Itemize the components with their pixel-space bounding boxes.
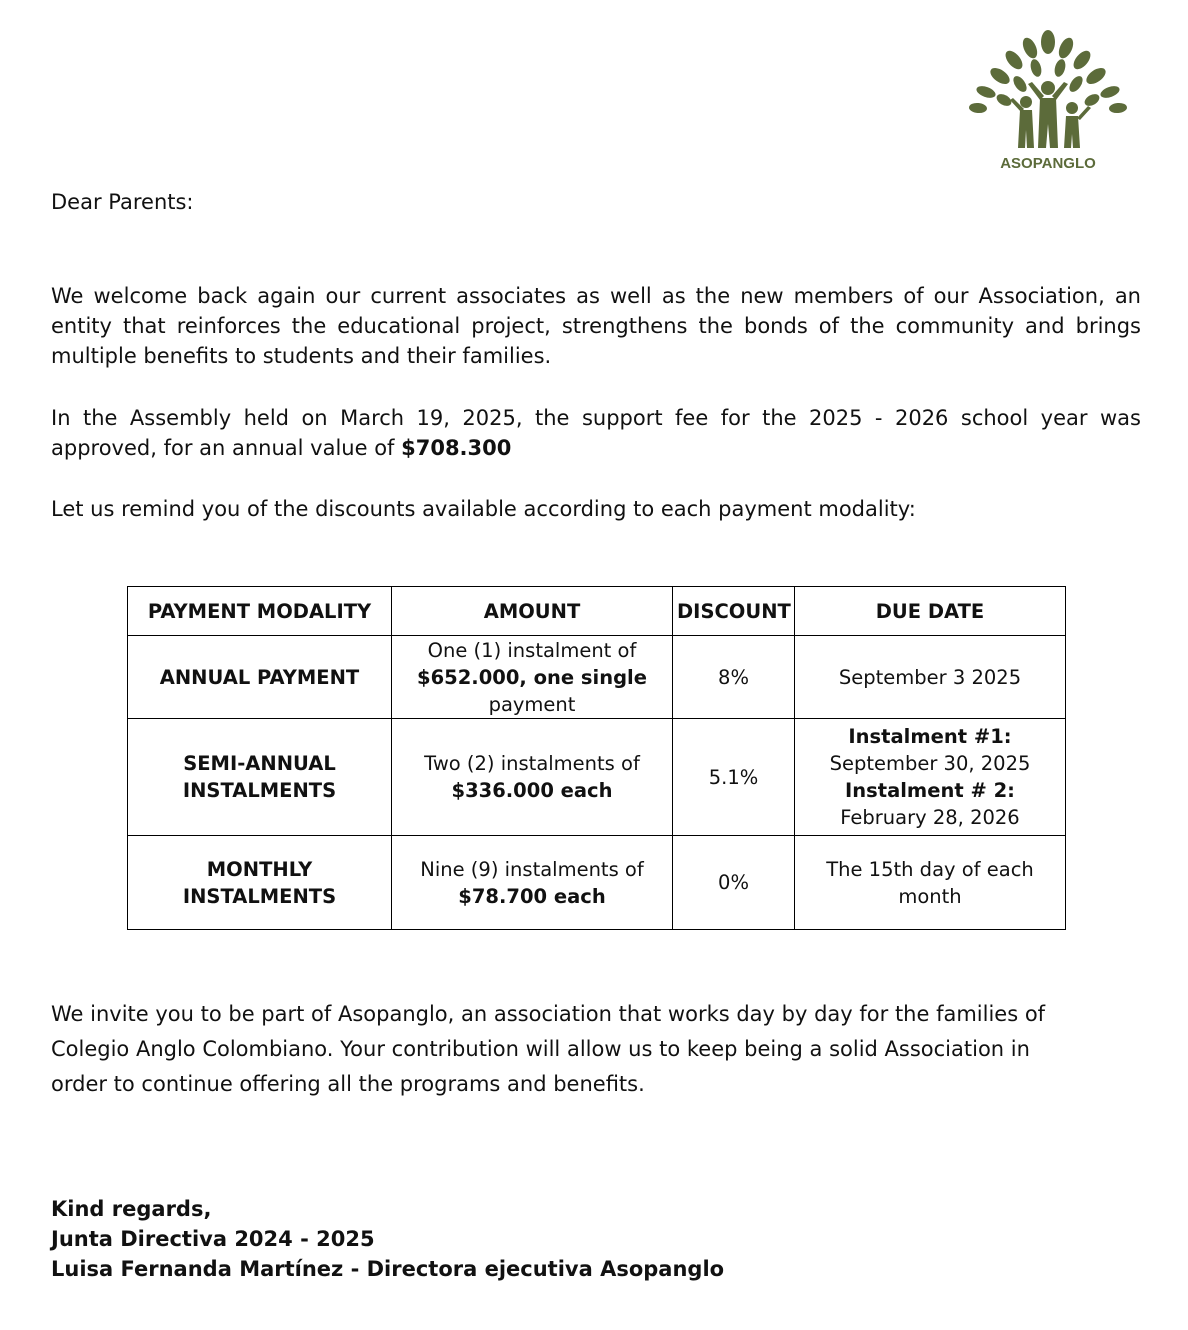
amount-suffix: payment: [488, 692, 576, 716]
due-value: September 30, 2025: [829, 752, 1031, 775]
amount-value: $336.000 each: [451, 779, 613, 802]
modality-cell: [128, 719, 392, 836]
amount-prefix: Two (2) instalments of: [424, 752, 640, 775]
asopanglo-logo: [966, 26, 1130, 174]
amount-value: $78.700 each: [458, 884, 606, 908]
modality-line: INSTALMENTS: [182, 779, 337, 802]
closing: Kind regards,: [51, 1197, 212, 1221]
assembly-text: In the Assembly held on March 19, 2025, the support fee for the 2025 - 2026 school year was approved, for an annual value of: [51, 406, 1141, 460]
table-header-row: [128, 587, 1066, 636]
amount-cell: [392, 636, 673, 719]
tree-logo-icon: [966, 26, 1130, 174]
intro-paragraph: We welcome back again our current associates as well as the new members of our Association, an entity that reinforces the educational project, strengthens the bonds of the community and brings multiple benefits to students and their families.: [51, 284, 1141, 368]
amount-value: $652.000, one single: [417, 665, 647, 689]
invite-paragraph: We invite you to be part of Asopanglo, an association that works day by day for the families of Colegio Anglo Colombiano. Your contribution will allow us to keep being a solid Association in order to continue offering all the programs and benefits.: [51, 1002, 1046, 1096]
amount-prefix: One (1) instalment of: [427, 638, 637, 662]
header-discount: DISCOUNT: [673, 587, 795, 636]
modality-cell: ANNUAL PAYMENT: [128, 636, 392, 719]
due-date-cell: [795, 836, 1066, 930]
greeting: Dear Parents:: [51, 190, 194, 214]
due-date-cell: [795, 719, 1066, 836]
modality-line: SEMI-ANNUAL: [183, 752, 336, 775]
due-value: February 28, 2026: [840, 806, 1020, 829]
discount-cell: 5.1%: [673, 719, 795, 836]
header-amount: AMOUNT: [392, 587, 673, 636]
discount-cell: 8%: [673, 636, 795, 719]
table-row: [128, 719, 1066, 836]
due-date-cell: September 3 2025: [795, 636, 1066, 719]
reminder-paragraph: Let us remind you of the discounts available according to each payment modality:: [51, 497, 916, 521]
amount-cell: [392, 836, 673, 930]
signature-block: [51, 1194, 724, 1284]
payment-modalities-table: [127, 586, 1066, 930]
logo-wordmark: ASOPANGLO: [1000, 155, 1096, 172]
board-name: Junta Directiva 2024 - 2025: [51, 1227, 375, 1251]
header-due-date: DUE DATE: [795, 587, 1066, 636]
assembly-paragraph: [51, 403, 1141, 463]
amount-cell: [392, 719, 673, 836]
due-label: Instalment # 2:: [845, 779, 1015, 802]
due-line: The 15th day of each: [826, 857, 1034, 881]
modality-cell: MONTHLY INSTALMENTS: [128, 836, 392, 930]
discount-cell: 0%: [673, 836, 795, 930]
annual-value: $708.300: [401, 436, 512, 460]
header-payment-modality: PAYMENT MODALITY: [128, 587, 392, 636]
due-label: Instalment #1:: [848, 725, 1012, 748]
table-row: [128, 836, 1066, 930]
due-line: month: [898, 884, 962, 908]
table-row: [128, 636, 1066, 719]
amount-prefix: Nine (9) instalments of: [420, 857, 644, 881]
director-name: Luisa Fernanda Martínez - Directora ejecutiva Asopanglo: [51, 1257, 725, 1281]
